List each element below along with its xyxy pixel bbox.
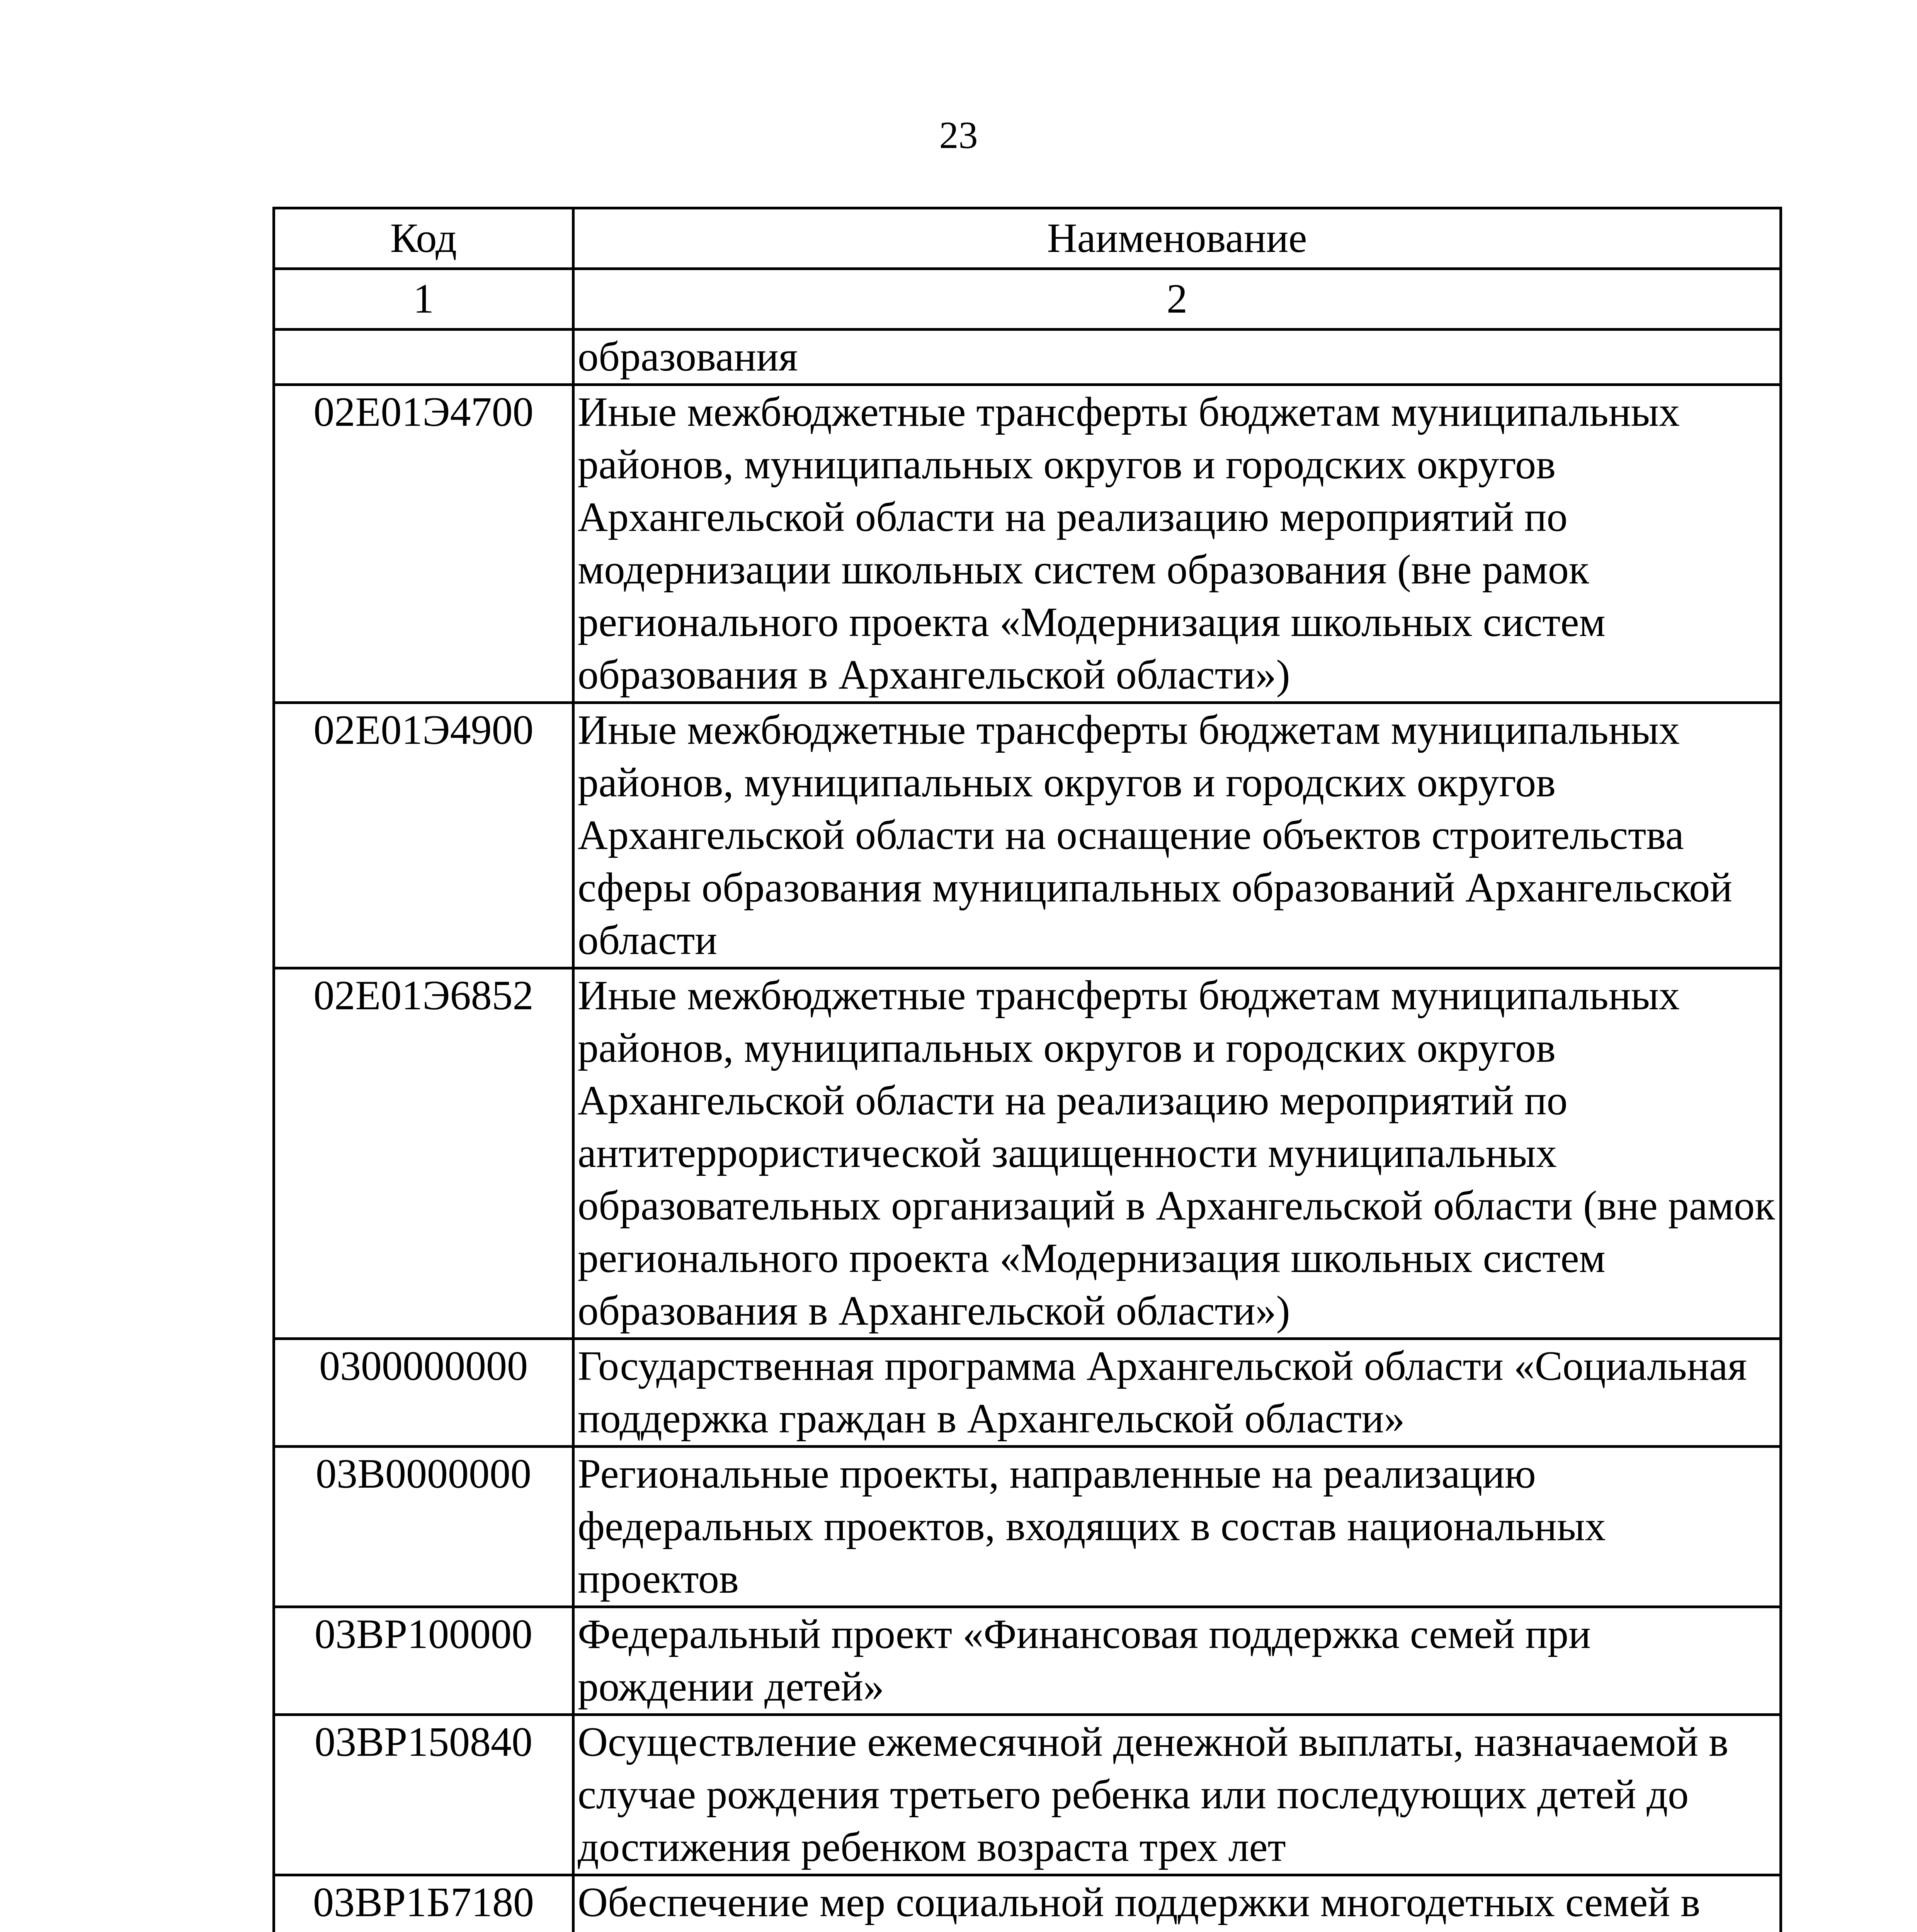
table-row [274,1875,1781,1932]
table-row [274,703,1781,968]
row-code: 03ВР150840 [274,1715,573,1875]
column-number-row [274,269,1781,330]
row-code: 02Е01Э6852 [274,968,573,1339]
row-name: Иные межбюджетные трансферты бюджетам муниципальных районов, муниципальных округов и городских округов Архангельской области на реализацию мероприятий по модернизации школьных систем образования (вне рамок регионального проекта «Модернизация школьных систем образования в Архангельской области») [573,385,1781,703]
row-code: 03ВР100000 [274,1607,573,1715]
table-row [274,385,1781,703]
row-code: 02Е01Э4900 [274,703,573,968]
code-column-number: 1 [274,269,573,330]
name-column-header: Наименование [573,208,1781,269]
row-name: образования [573,330,1781,385]
row-name: Федеральный проект «Финансовая поддержка семей при рождении детей» [573,1607,1781,1715]
table-header [274,208,1781,330]
row-code [274,330,573,385]
table-row [274,968,1781,1339]
row-name: Осуществление ежемесячной денежной выплаты, назначаемой в случае рождения третьего ребенка или последующих детей до достижения ребенком возраста трех лет [573,1715,1781,1875]
table-row [274,1607,1781,1715]
row-code: 02Е01Э4700 [274,385,573,703]
header-row [274,208,1781,269]
table-row [274,1715,1781,1875]
table-body [274,330,1781,1932]
row-name: Региональные проекты, направленные на реализацию федеральных проектов, входящих в состав национальных проектов [573,1447,1781,1607]
table-row [274,1339,1781,1447]
code-column-header: Код [274,208,573,269]
table-row [274,1447,1781,1607]
row-name: Иные межбюджетные трансферты бюджетам муниципальных районов, муниципальных округов и городских округов Архангельской области на оснащение объектов строительства сферы образования муниципальных образований Архангельской области [573,703,1781,968]
row-name: Государственная программа Архангельской области «Социальная поддержка граждан в Архангельской области» [573,1339,1781,1447]
row-name: Обеспечение мер социальной поддержки многодетных семей в [573,1875,1781,1932]
row-code: 0300000000 [274,1339,573,1447]
row-code: 03В0000000 [274,1447,573,1607]
row-code: 03ВР1Б7180 [274,1875,573,1932]
name-column-number: 2 [573,269,1781,330]
page-number: 23 [939,114,978,156]
row-name: Иные межбюджетные трансферты бюджетам муниципальных районов, муниципальных округов и городских округов Архангельской области на реализацию мероприятий по антитеррористической защищенности муниципальных образовательных организаций в Архангельской области (вне рамок регионального проекта «Модернизация школьных систем образования в Архангельской области») [573,968,1781,1339]
table-row [274,330,1781,385]
budget-code-table [272,207,1782,1932]
